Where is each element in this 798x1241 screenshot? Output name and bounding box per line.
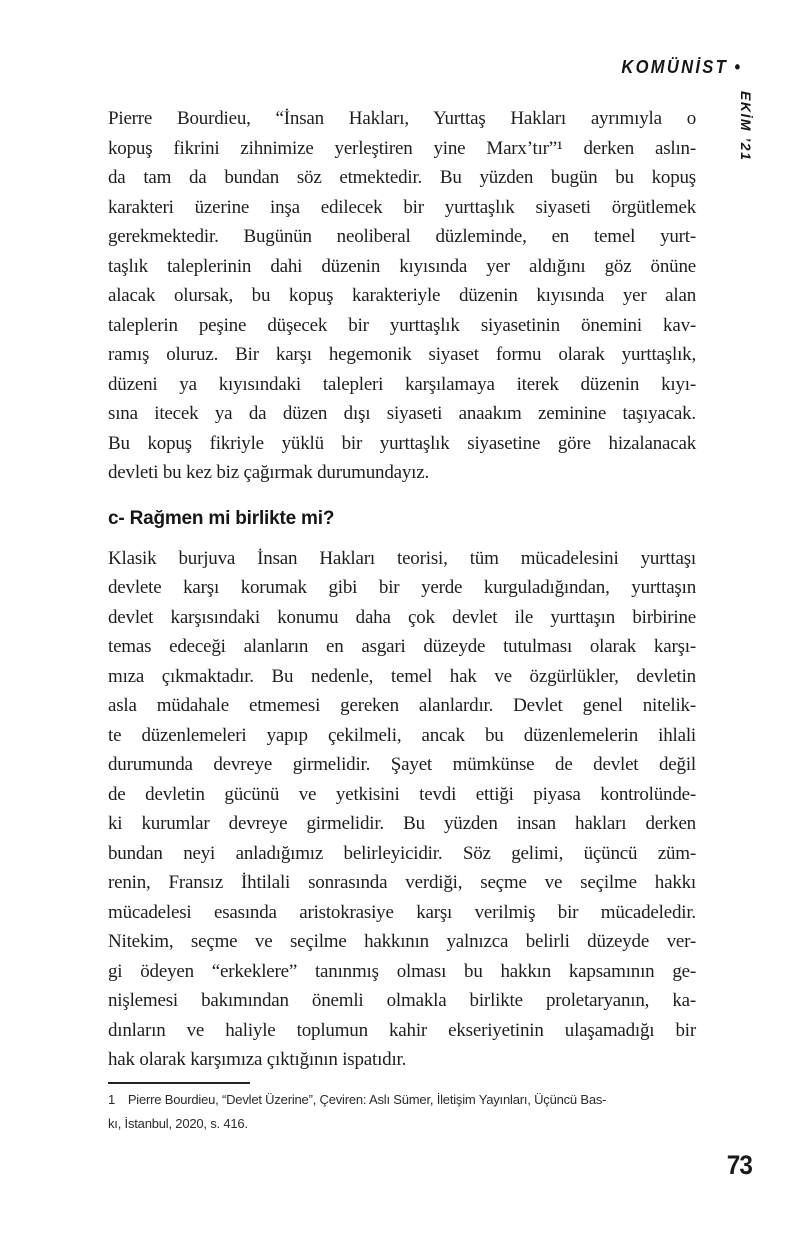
text-line: karakteri üzerine inşa edilecek bir yurttaşlık siyaseti örgütlemek xyxy=(108,196,696,218)
bullet-icon: • xyxy=(734,57,740,77)
text-line: renin, Fransız İhtilali sonrasında verdiği, seçme ve seçilme hakkı xyxy=(108,872,696,893)
text-line: dınların ve haliyle toplumun kahir ekseriyetinin ulaşamadığı bir xyxy=(108,1019,696,1041)
text-line: taşlık taleplerinin dahi düzenin kıyısında yer aldığını göz önüne xyxy=(108,255,696,277)
text-column xyxy=(108,104,696,1137)
footnote-line: 1 Pierre Bourdieu, “Devlet Üzerine”, Çeviren: Aslı Sümer, İletişim Yayınları, Üçüncü Bas- xyxy=(108,1091,607,1107)
text-line: düzeni ya kıyısındaki talepleri karşılamaya iterek düzenin kıyı- xyxy=(108,373,696,395)
text-line: nişlemesi bakımından önemli olmakla birlikte proletaryanın, ka- xyxy=(108,990,696,1011)
page-number: 73 xyxy=(726,1150,752,1180)
text-line: da tam da bundan söz etmektedir. Bu yüzden bugün bu kopuş xyxy=(108,167,696,188)
text-line: Bu kopuş fikriyle yüklü bir yurttaşlık siyasetine göre hizalanacak xyxy=(108,432,696,454)
text-line: taleplerin peşine düşecek bir yurttaşlık siyasetinin önemini kav- xyxy=(108,314,696,336)
section-heading: c- Rağmen mi birlikte mi? xyxy=(108,507,335,529)
text-line: gerekmektedir. Bugünün neoliberal düzleminde, en temel yurt- xyxy=(108,226,696,247)
text-line: temas edeceği alanların en asgari düzeyde tutulması olarak karşı- xyxy=(108,636,696,657)
text-line: Klasik burjuva İnsan Hakları teorisi, tüm mücadelesini yurttaşı xyxy=(108,547,696,569)
paragraph-2 xyxy=(108,544,696,1075)
text-line: mıza çıkmaktadır. Bu nedenle, temel hak ve özgürlükler, devletin xyxy=(108,665,696,687)
text-line: te düzenlemeleri yapıp çekilmeli, ancak bu düzenlemelerin ihlali xyxy=(108,724,696,746)
text-line: kopuş fikrini zihnimize yerleştiren yine Marx’tır”¹ derken aslın- xyxy=(108,137,696,159)
footnote xyxy=(108,1088,696,1137)
text-line: durumunda devreye girmelidir. Şayet mümkünse de devlet değil xyxy=(108,754,696,775)
text-line: ramış oluruz. Bir karşı hegemonik siyaset formu olarak yurttaşlık, xyxy=(108,344,696,365)
paragraph-1 xyxy=(108,104,696,488)
text-line: Nitekim, seçme ve seçilme hakkının yalnızca belirli düzeyde ver- xyxy=(108,931,696,952)
text-line: de devletin gücünü ve yetkisini tevdi ettiği piyasa kontrolünde- xyxy=(108,783,696,805)
text-line: gi ödeyen “erkeklere” tanınmış olması bu hakkın kapsamının ge- xyxy=(108,960,696,982)
text-line: devlete karşı korumak gibi bir yerde kurguladığından, yurttaşın xyxy=(108,577,696,598)
journal-name: KOMÜNİST xyxy=(621,57,728,77)
text-line: asla müdahale etmemesi gereken alanlardır. Devlet genel nitelik- xyxy=(108,695,696,716)
text-line: devleti bu kez biz çağırmak durumundayız. xyxy=(108,462,430,483)
text-line: hak olarak karşımıza çıktığının ispatıdır. xyxy=(108,1049,407,1070)
text-line: alacak olursak, bu kopuş karakteriyle düzenin kıyısında yer alan xyxy=(108,285,696,306)
footnote-rule xyxy=(108,1082,250,1084)
text-line: bundan neyi anladığımız belirleyicidir. Söz gelimi, üçüncü züm- xyxy=(108,842,696,864)
text-line: ki kurumlar devreye girmelidir. Bu yüzden insan hakları derken xyxy=(108,813,696,834)
text-line: Pierre Bourdieu, “İnsan Hakları, Yurttaş Hakları ayrımıyla o xyxy=(108,108,696,129)
journal-title xyxy=(621,57,740,78)
footnote-line: kı, İstanbul, 2020, s. 416. xyxy=(108,1116,248,1131)
text-line: mücadelesi esasında aristokrasiye karşı verilmiş bir mücadeledir. xyxy=(108,901,696,923)
issue-label-vertical: EKİM ’21 xyxy=(738,91,754,162)
text-line: sına itecek ya da düzen dışı siyaseti anaakım zeminine taşıyacak. xyxy=(108,403,696,424)
text-line: devlet karşısındaki konumu daha çok devlet ile yurttaşın birbirine xyxy=(108,606,696,628)
